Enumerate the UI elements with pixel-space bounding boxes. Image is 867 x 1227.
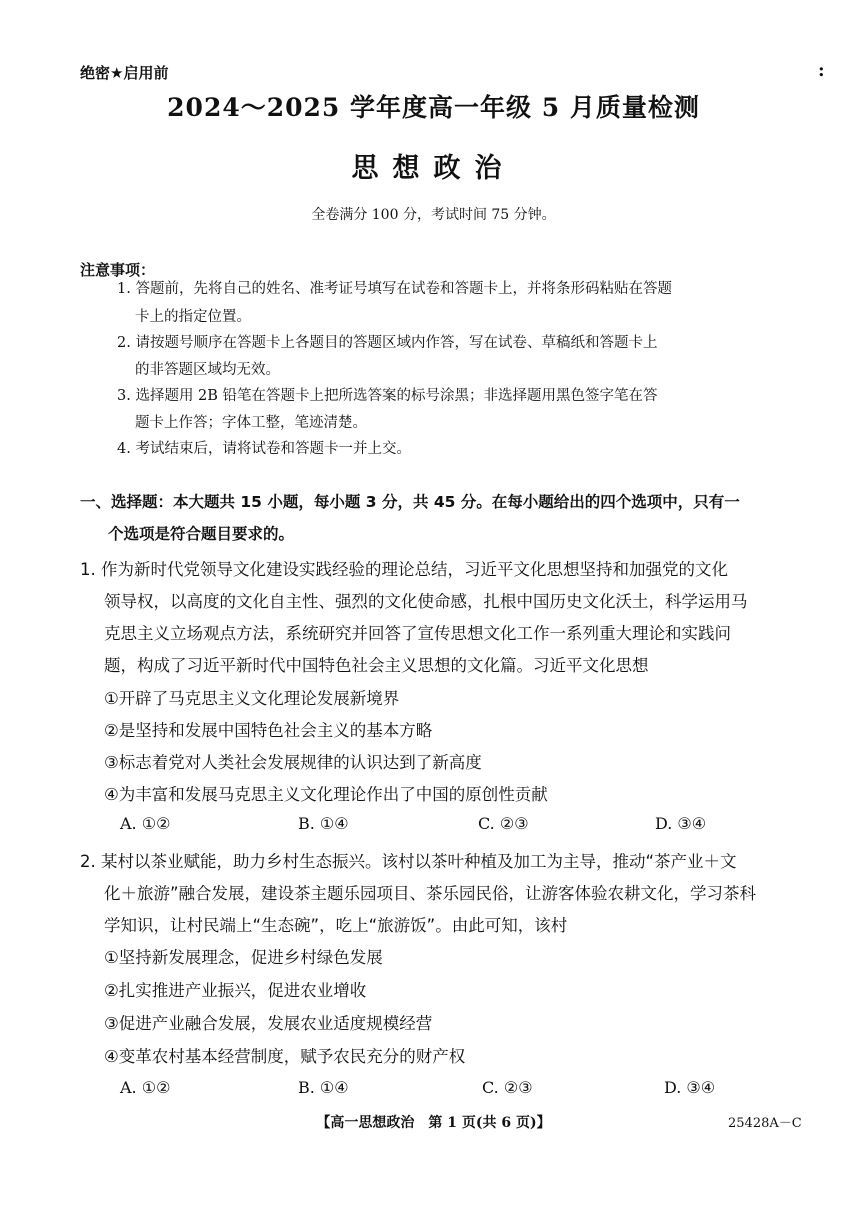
- section-heading: 一、选择题：本大题共 15 小题，每小题 3 分，共 45 分。在每小题给出的四个选项中，只有一: [80, 493, 740, 511]
- q1-stem: 领导权，以高度的文化自主性、强烈的文化使命感，扎根中国历史文化沃土，科学运用马: [104, 592, 748, 611]
- notice-line: 2. 请按题号顺序在答题卡上各题目的答题区域内作答，写在试卷、草稿纸和答题卡上: [117, 335, 658, 351]
- q1-stem: 1. 作为新时代党领导文化建设实践经验的理论总结，习近平文化思想坚持和加强党的文化: [80, 560, 728, 579]
- q2-item: ①坚持新发展理念，促进乡村绿色发展: [104, 948, 383, 967]
- exam-title: 2024～2025 学年度高一年级 5 月质量检测: [167, 93, 700, 122]
- q2-choice-d: D. ③④: [664, 1078, 716, 1097]
- q1-choice-d: D. ③④: [655, 814, 707, 833]
- q2-item: ②扎实推进产业振兴，促进农业增收: [104, 981, 367, 1000]
- q2-choice-b: B. ①④: [298, 1078, 349, 1097]
- q1-item: ①开辟了马克思主义文化理论发展新境界: [104, 689, 400, 708]
- confidential-label: 绝密★启用前: [80, 64, 169, 82]
- notice-line: 题卡上作答；字体工整，笔迹清楚。: [135, 415, 367, 431]
- q1-item: ②是坚持和发展中国特色社会主义的基本方略: [104, 721, 433, 740]
- page-footer: 【高一思想政治 第 1 页(共 6 页)】: [316, 1115, 551, 1131]
- q1-item: ③标志着党对人类社会发展规律的认识达到了新高度: [104, 753, 482, 772]
- q2-item: ③促进产业融合发展，发展农业适度规模经营: [104, 1014, 433, 1033]
- subject-title: 思想政治: [351, 153, 516, 184]
- q1-choice-c: C. ②③: [478, 814, 529, 833]
- paper-code: 25428A－C: [728, 1116, 802, 1131]
- exam-info: 全卷满分 100 分，考试时间 75 分钟。: [311, 207, 556, 223]
- q2-choice-a: A. ①②: [120, 1078, 171, 1097]
- q1-item: ④为丰富和发展马克思主义文化理论作出了中国的原创性贡献: [104, 785, 548, 804]
- q2-item: ④变革农村基本经营制度，赋予农民充分的财产权: [104, 1047, 466, 1066]
- q1-choice-a: A. ①②: [120, 814, 171, 833]
- notice-line: 4. 考试结束后，请将试卷和答题卡一并上交。: [117, 441, 411, 457]
- q1-stem: 克思主义立场观点方法，系统研究并回答了宣传思想文化工作一系列重大理论和实践问: [104, 624, 731, 643]
- notice-line: 3. 选择题用 2B 铅笔在答题卡上把所选答案的标号涂黑；非选择题用黑色签字笔在答: [117, 388, 658, 404]
- q1-choice-b: B. ①④: [298, 814, 349, 833]
- notice-line: 的非答题区域均无效。: [135, 362, 280, 378]
- notice-line: 卡上的指定位置。: [135, 309, 251, 325]
- section-heading-cont: 个选项是符合题目要求的。: [108, 525, 295, 543]
- q2-stem: 学知识，让村民端上“生态碗”，吃上“旅游饭”。由此可知，该村: [104, 916, 568, 935]
- corner-mark: :: [818, 60, 825, 81]
- q2-choice-c: C. ②③: [482, 1078, 533, 1097]
- notice-heading: 注意事项：: [80, 261, 156, 279]
- q2-stem: 2. 某村以茶业赋能，助力乡村生态振兴。该村以茶叶种植及加工为主导，推动“茶产业＋文: [80, 852, 737, 871]
- q1-stem: 题，构成了习近平新时代中国特色社会主义思想的文化篇。习近平文化思想: [104, 656, 649, 675]
- q2-stem: 化＋旅游”融合发展，建设茶主题乐园项目、茶乐园民俗，让游客体验农耕文化，学习茶科: [104, 884, 757, 903]
- notice-line: 1. 答题前，先将自己的姓名、准考证号填写在试卷和答题卡上，并将条形码粘贴在答题: [117, 281, 672, 297]
